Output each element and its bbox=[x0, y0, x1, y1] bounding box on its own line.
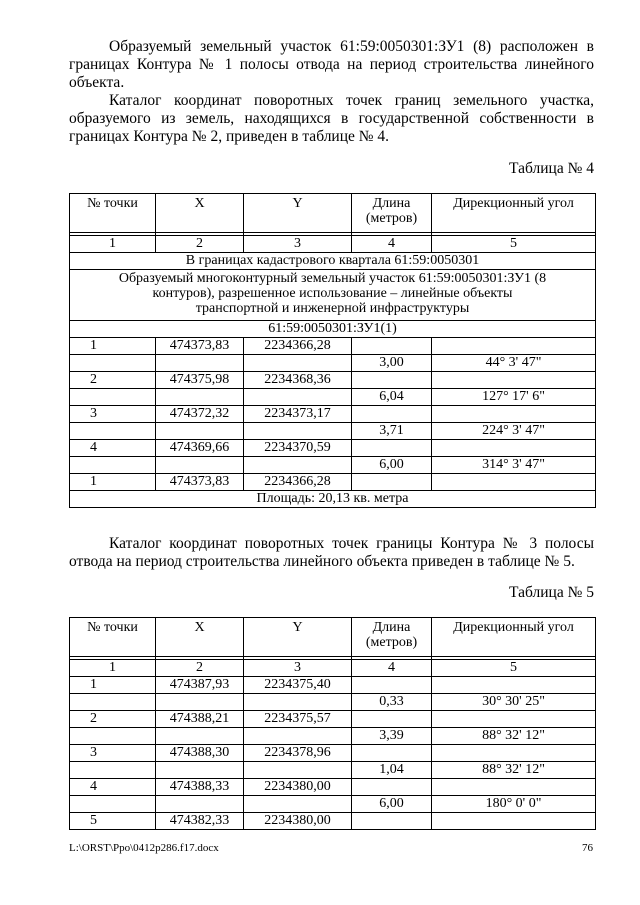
col-number: 5 bbox=[432, 236, 596, 253]
footer-file-path: L:\ORST\Ppo\0412p286.f17.docx bbox=[69, 842, 219, 854]
point-x: 474388,21 bbox=[156, 711, 244, 728]
col-number: 2 bbox=[156, 236, 244, 253]
table-row bbox=[70, 372, 596, 389]
header-y: Y bbox=[244, 194, 352, 233]
header-x: X bbox=[156, 618, 244, 657]
parcel-description-row bbox=[70, 270, 596, 321]
point-number: 4 bbox=[70, 779, 156, 796]
segment-length: 3,00 bbox=[352, 355, 432, 372]
col-number: 1 bbox=[70, 660, 156, 677]
contour-label: 61:59:0050301:ЗУ1(1) bbox=[70, 321, 596, 338]
contour-row bbox=[70, 321, 596, 338]
point-y: 2234375,57 bbox=[244, 711, 352, 728]
table-row bbox=[70, 338, 596, 355]
segment-angle: 30° 30' 25" bbox=[432, 694, 596, 711]
table5-caption: Таблица № 5 bbox=[509, 584, 594, 601]
point-x: 474388,30 bbox=[156, 745, 244, 762]
point-y: 2234380,00 bbox=[244, 779, 352, 796]
point-number: 3 bbox=[70, 406, 156, 423]
point-number: 3 bbox=[70, 745, 156, 762]
table-row bbox=[70, 406, 596, 423]
paragraph-table5-intro: Каталог координат поворотных точек границы Контура № 3 полосы отвода на период строительства линейного объекта приведен в таблице № 5. bbox=[69, 535, 594, 570]
quarter-row bbox=[70, 253, 596, 270]
point-x: 474373,83 bbox=[156, 338, 244, 355]
point-x: 474387,93 bbox=[156, 677, 244, 694]
table-row bbox=[70, 762, 596, 779]
header-angle: Дирекционный угол bbox=[432, 618, 596, 657]
col-number: 4 bbox=[352, 236, 432, 253]
point-x: 474372,32 bbox=[156, 406, 244, 423]
table4-caption: Таблица № 4 bbox=[509, 160, 594, 177]
segment-length: 1,04 bbox=[352, 762, 432, 779]
table-row bbox=[70, 711, 596, 728]
area-row bbox=[70, 491, 596, 508]
col-number: 4 bbox=[352, 660, 432, 677]
segment-angle: 44° 3' 47" bbox=[432, 355, 596, 372]
table-row bbox=[70, 694, 596, 711]
table-row bbox=[70, 796, 596, 813]
table-row bbox=[70, 440, 596, 457]
table-row bbox=[70, 813, 596, 830]
table-row bbox=[70, 423, 596, 440]
col-number: 2 bbox=[156, 660, 244, 677]
table-row bbox=[70, 745, 596, 762]
col-number: 3 bbox=[244, 236, 352, 253]
coordinates-table-4 bbox=[69, 193, 596, 508]
header-length: Длина (метров) bbox=[352, 618, 432, 657]
point-x: 474375,98 bbox=[156, 372, 244, 389]
table-row bbox=[70, 728, 596, 745]
segment-length: 6,00 bbox=[352, 457, 432, 474]
table-row bbox=[70, 677, 596, 694]
table-row bbox=[70, 474, 596, 491]
header-point-number: № точки bbox=[70, 618, 156, 657]
point-number: 1 bbox=[70, 677, 156, 694]
segment-length: 3,39 bbox=[352, 728, 432, 745]
segment-length: 3,71 bbox=[352, 423, 432, 440]
segment-angle: 88° 32' 12" bbox=[432, 762, 596, 779]
segment-length: 6,00 bbox=[352, 796, 432, 813]
segment-angle: 314° 3' 47" bbox=[432, 457, 596, 474]
header-angle: Дирекционный угол bbox=[432, 194, 596, 233]
point-number: 2 bbox=[70, 711, 156, 728]
segment-length: 0,33 bbox=[352, 694, 432, 711]
col-number: 1 bbox=[70, 236, 156, 253]
table-row bbox=[70, 779, 596, 796]
header-length: Длина (метров) bbox=[352, 194, 432, 233]
paragraph-parcel-location: Образуемый земельный участок 61:59:0050301:ЗУ1 (8) расположен в границах Контура № 1 полосы отвода на период строительства линейного объекта. bbox=[69, 38, 594, 91]
point-x: 474373,83 bbox=[156, 474, 244, 491]
header-x: X bbox=[156, 194, 244, 233]
point-y: 2234366,28 bbox=[244, 338, 352, 355]
point-number: 4 bbox=[70, 440, 156, 457]
point-y: 2234380,00 bbox=[244, 813, 352, 830]
point-number: 2 bbox=[70, 372, 156, 389]
point-y: 2234370,59 bbox=[244, 440, 352, 457]
point-x: 474382,33 bbox=[156, 813, 244, 830]
paragraph-table4-intro: Каталог координат поворотных точек границ земельного участка, образуемого из земель, находящихся в государственной собственности в границах Контура № 2, приведен в таблице № 4. bbox=[69, 92, 594, 145]
segment-angle: 180° 0' 0" bbox=[432, 796, 596, 813]
point-x: 474369,66 bbox=[156, 440, 244, 457]
header-y: Y bbox=[244, 618, 352, 657]
point-y: 2234373,17 bbox=[244, 406, 352, 423]
column-numbers-row bbox=[70, 660, 596, 677]
col-number: 3 bbox=[244, 660, 352, 677]
column-numbers-row bbox=[70, 236, 596, 253]
point-number: 5 bbox=[70, 813, 156, 830]
point-y: 2234378,96 bbox=[244, 745, 352, 762]
segment-angle: 88° 32' 12" bbox=[432, 728, 596, 745]
segment-angle: 127° 17' 6" bbox=[432, 389, 596, 406]
col-number: 5 bbox=[432, 660, 596, 677]
segment-angle: 224° 3' 47" bbox=[432, 423, 596, 440]
header-point-number: № точки bbox=[70, 194, 156, 233]
table-row bbox=[70, 457, 596, 474]
point-x: 474388,33 bbox=[156, 779, 244, 796]
point-y: 2234366,28 bbox=[244, 474, 352, 491]
table-header-row bbox=[70, 618, 596, 657]
point-number: 1 bbox=[70, 338, 156, 355]
table-header-row bbox=[70, 194, 596, 233]
segment-length: 6,04 bbox=[352, 389, 432, 406]
table-row bbox=[70, 355, 596, 372]
coordinates-table-5 bbox=[69, 617, 596, 830]
parcel-description: Образуемый многоконтурный земельный участок 61:59:0050301:ЗУ1 (8 контуров), разрешенное использование – линейные объекты транспортной и инженерной инфраструктуры bbox=[70, 270, 596, 321]
footer-page-number: 76 bbox=[582, 842, 593, 854]
point-y: 2234368,36 bbox=[244, 372, 352, 389]
cadastral-quarter-label: В границах кадастрового квартала 61:59:0050301 bbox=[70, 253, 596, 270]
point-number: 1 bbox=[70, 474, 156, 491]
area-label: Площадь: 20,13 кв. метра bbox=[70, 491, 596, 508]
table-row bbox=[70, 389, 596, 406]
point-y: 2234375,40 bbox=[244, 677, 352, 694]
